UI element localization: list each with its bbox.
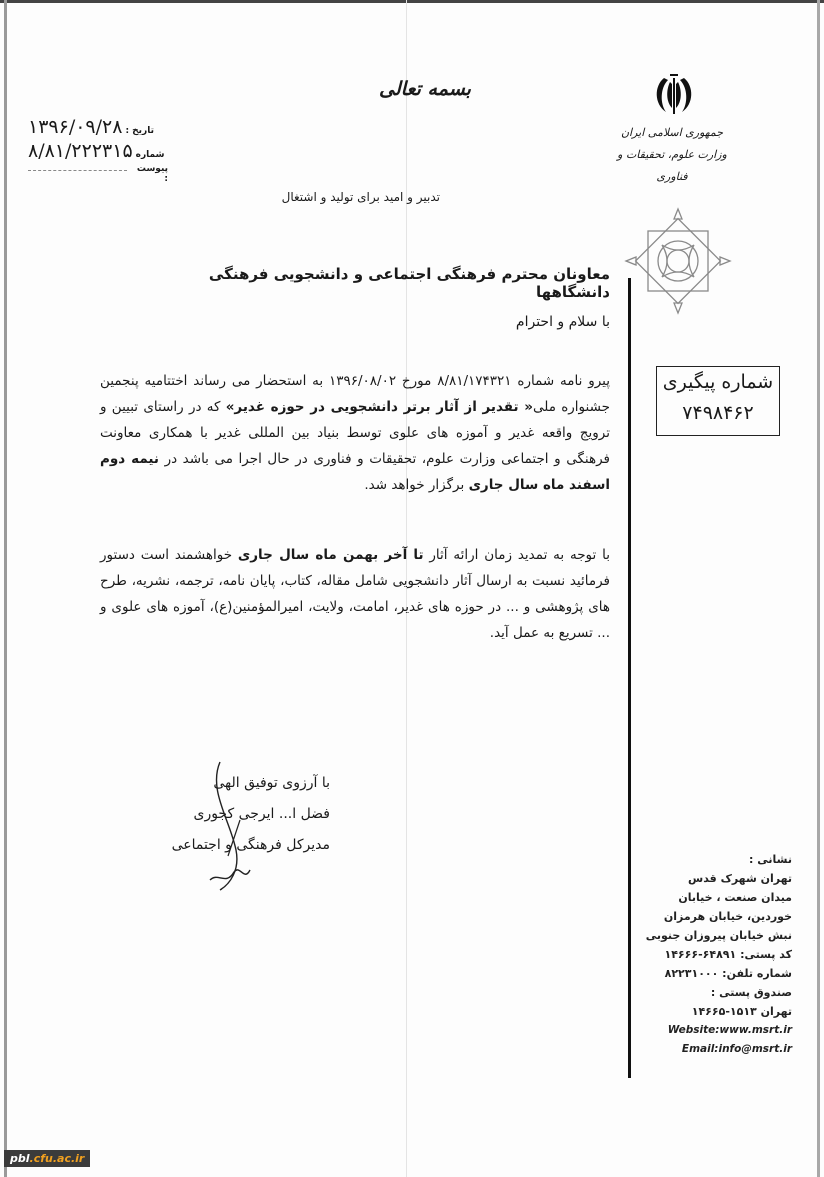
iran-emblem-icon xyxy=(650,70,698,118)
phone-number: شماره تلفن: ۸۲۲۳۱۰۰۰ xyxy=(664,967,792,980)
watermark-part-2: .cfu.ac.ir xyxy=(29,1152,85,1165)
scan-edge-left xyxy=(4,0,7,1177)
festival-title: « تقدیر از آثار برتر دانشجویی در حوزه غدیر» xyxy=(225,399,533,415)
address-line-4: نبش خیابان پیروزان جنوبی xyxy=(645,929,792,942)
address-line-3: خوردین، خیابان هرمزان xyxy=(663,910,792,923)
logo-line-1: جمهوری اسلامی ایران xyxy=(620,126,724,139)
p2-text-c: خواهشمند است دستور فرمائید نسبت به ارسال آثار دانشجویی شامل مقاله، کتاب، پایان نامه، ترجمه، نشریه، طرح های پژوهشی و ... در حوزه های غدیر، امامت، ولایت، امیرالمؤمنین(ع)، آموزه های علوی و ... تسریع به عمل آید. xyxy=(100,547,610,641)
margin-divider xyxy=(628,278,631,1078)
paragraph-1 xyxy=(100,368,610,498)
closing-wish: با آرزوی توفیق الهی xyxy=(213,775,330,791)
address-label: نشانی : xyxy=(749,853,792,866)
addressee: معاونان محترم فرهنگی اجتماعی و دانشجویی فرهنگی دانشگاهها xyxy=(208,265,610,301)
p1-text-e: برگزار خواهد شد. xyxy=(364,477,469,493)
scan-edge-top xyxy=(0,0,824,3)
address-line-2: میدان صنعت ، خیابان xyxy=(678,891,792,904)
paragraph-2 xyxy=(100,542,610,646)
number-label: شماره xyxy=(135,150,165,160)
attachment-line xyxy=(28,170,127,171)
tracking-value: ۷۴۹۸۴۶۲ xyxy=(682,402,754,424)
p2-text-a: با توجه به تمدید زمان ارائه آثار xyxy=(423,547,610,563)
p1-text-c: که در راستای تبیین و ترویج واقعه غدیر و آموزه های علوی توسط بنیاد بین المللی غدیر با همکاری معاونت فرهنگی و اجتماعی وزارت علوم، تحقیقات و فناوری در حال اجرا می باشد در xyxy=(100,399,611,467)
greeting: با سلام و احترام xyxy=(515,314,610,330)
postal-code: کد پستی: ۶۴۸۹۱-۱۴۶۶۶ xyxy=(664,948,792,961)
ministry-logo-text xyxy=(602,122,742,188)
attachment-label: پیوست : xyxy=(136,164,168,184)
logo-line-2: وزارت علوم، تحقیقات و فناوری xyxy=(617,148,727,183)
star-ornament-icon xyxy=(622,205,734,317)
deadline: تا آخر بهمن ماه سال جاری xyxy=(237,547,424,563)
email: Email:info@msrt.ir xyxy=(681,1043,792,1055)
number-row xyxy=(28,140,168,164)
bismillah-heading: بسمه تعالی xyxy=(379,78,471,100)
date-value: ۱۳۹۶/۰۹/۲۸ xyxy=(28,116,123,138)
date-row xyxy=(28,116,168,140)
signer-name: فضل ا... ایرجی کجوری xyxy=(193,806,330,822)
site-watermark xyxy=(4,1150,90,1167)
attachment-row xyxy=(28,164,168,188)
scan-edge-right xyxy=(817,0,820,1177)
ministry-address xyxy=(640,850,792,1059)
tracking-label: شماره پیگیری xyxy=(662,371,774,393)
po-box: تهران ۱۵۱۳-۱۴۶۶۵ xyxy=(691,1005,792,1018)
tracking-number-box xyxy=(656,366,780,436)
p1-text-a: پیرو نامه شماره ۸/۸۱/۱۷۴۳۲۱ مورخ ۱۳۹۶/۰۸/۰۲ به استحضار می رساند اختتامیه پنجمین جشنواره ملی xyxy=(100,373,610,415)
ceremony-date: نیمه دوم اسفند ماه سال جاری xyxy=(100,451,610,493)
letter-meta xyxy=(28,116,168,188)
watermark-part-1: pbl xyxy=(10,1152,30,1165)
website: Website:www.msrt.ir xyxy=(667,1024,792,1036)
address-line-1: تهران شهرک قدس xyxy=(688,872,792,885)
signature-icon xyxy=(190,760,270,900)
slogan: تدبیر و امید برای تولید و اشتغال xyxy=(281,190,440,204)
po-box-label: صندوق پستی : xyxy=(710,986,792,999)
signer-title: مدیرکل فرهنگی و اجتماعی xyxy=(171,837,330,853)
date-label: تاریخ : xyxy=(125,126,154,136)
number-value: ۸/۸۱/۲۲۲۳۱۵ xyxy=(28,140,133,162)
